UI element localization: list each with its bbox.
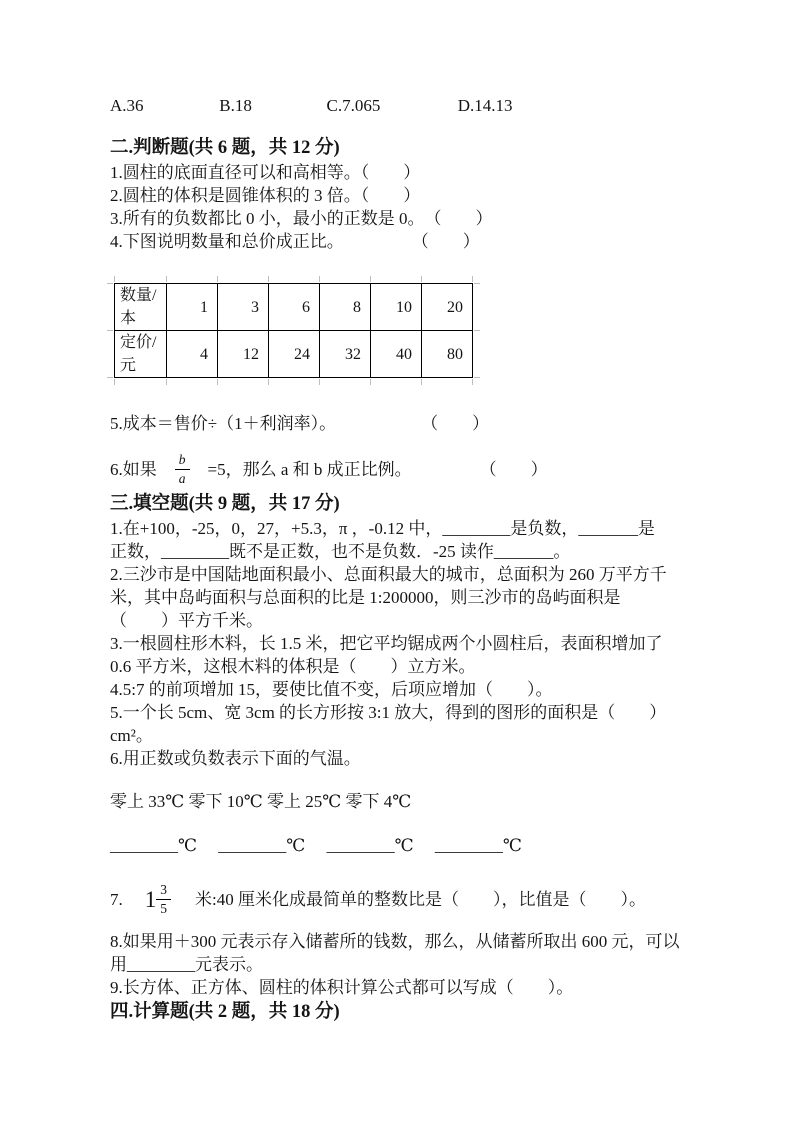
fraction-numerator: 3: [156, 883, 171, 900]
gridline-stub: [107, 377, 113, 378]
table-row-quantity: [115, 284, 473, 331]
gridline-stub: [114, 276, 115, 282]
fill-q8: [110, 930, 704, 976]
gridline-stub: [217, 379, 218, 385]
gridline-stub: [421, 379, 422, 385]
gridline-stub: [319, 276, 320, 282]
mc-options-row: [110, 94, 704, 117]
table-cell: 8: [320, 284, 371, 331]
judge-q6-pre: 6.如果: [110, 459, 157, 479]
table-row-price: [115, 331, 473, 378]
gridline-stub: [217, 276, 218, 282]
fill-line: 3.一根圆柱形木料，长 1.5 米，把它平均锯成两个小圆柱后，表面积增加了: [110, 634, 663, 653]
gridline-stub: [268, 379, 269, 385]
table-cell: 24: [269, 331, 320, 378]
judge-q5: 5.成本＝售价÷（1＋利润率）。 （ ）: [110, 414, 490, 433]
temp-blank-2: ________℃: [218, 836, 306, 855]
gridline-stub: [268, 276, 269, 282]
mc-option-b: B.18: [219, 96, 252, 115]
fraction-3-over-5: [156, 883, 171, 915]
table-cell: 20: [422, 284, 473, 331]
gridline-stub: [472, 276, 473, 282]
fill-q7-text: 米:40 厘米化成最简单的整数比是（ ），比值是（ ）。: [195, 889, 646, 909]
judge-q6: [110, 447, 704, 491]
mc-option-d: D.14.13: [457, 96, 513, 115]
fill-line: 6.用正数或负数表示下面的气温。: [110, 749, 361, 768]
table-cell: 10: [371, 284, 422, 331]
temp-blank-4: ________℃: [434, 836, 522, 855]
fill-q7: [110, 877, 704, 921]
judge-q1: 1.圆柱的底面直径可以和高相等。（ ）: [110, 163, 421, 182]
gridline-stub: [166, 379, 167, 385]
gridline-stub: [114, 379, 115, 385]
gridline-stub: [370, 379, 371, 385]
judge-q2: 2.圆柱的体积是圆锥体积的 3 倍。（ ）: [110, 186, 421, 205]
mixed-number-whole: 1: [144, 886, 157, 912]
gridline-stub: [474, 330, 480, 331]
row-label-price: 定价/元: [115, 331, 167, 378]
fill-line: 2.三沙市是中国陆地面积最小、总面积最大的城市，总面积为 260 万平方千: [110, 565, 667, 584]
gridline-stub: [370, 276, 371, 282]
table-cell: 1: [167, 284, 218, 331]
table-cell: 40: [371, 331, 422, 378]
gridline-stub: [421, 276, 422, 282]
gridline-stub: [107, 283, 113, 284]
fill-line: 5.一个长 5cm、宽 3cm 的长方形按 3:1 放大，得到的图形的面积是（ ）: [110, 703, 667, 722]
judge-q6-post: =5，那么 a 和 b 成正比例。 （ ）: [207, 459, 548, 479]
fill-line: （ ）平方千米。: [110, 611, 263, 630]
fill-q7-number: 7.: [110, 889, 123, 909]
gridline-stub: [474, 377, 480, 378]
fill-line: 4.5:7 的前项增加 15，要使比值不变，后项应增加（ ）。: [110, 680, 553, 699]
fill-q8-line2: 用________元表示。: [110, 955, 263, 974]
gridline-stub: [472, 379, 473, 385]
row-label-quantity: 数量/本: [115, 284, 167, 331]
section-judge-heading: 二.判断题(共 6 题，共 12 分): [110, 138, 340, 158]
gridline-stub: [166, 276, 167, 282]
fraction-b-over-a: [175, 453, 190, 485]
table-cell: 80: [422, 331, 473, 378]
temperature-list: 零上 33℃ 零下 10℃ 零上 25℃ 零下 4℃: [110, 792, 412, 811]
section-fill-heading: 三.填空题(共 9 题，共 17 分): [110, 494, 340, 514]
quantity-price-table: [114, 283, 473, 378]
table-cell: 6: [269, 284, 320, 331]
temperature-answer-blanks: [110, 834, 704, 857]
temp-blank-3: ________℃: [326, 836, 414, 855]
fill-q9: 9.长方体、正方体、圆柱的体积计算公式都可以写成（ ）。: [110, 978, 574, 997]
mixed-number-1-3-5: [145, 883, 171, 915]
temp-blank-1: ________℃: [110, 836, 198, 855]
fill-line: cm²。: [110, 726, 153, 745]
judge-q3: 3.所有的负数都比 0 小，最小的正数是 0。 （ ）: [110, 209, 493, 228]
table-cell: 4: [167, 331, 218, 378]
mc-option-c: C.7.065: [326, 96, 381, 115]
judge-q4: 4.下图说明数量和总价成正比。 （ ）: [110, 232, 480, 251]
fraction-denominator: 5: [160, 900, 167, 916]
fill-line: 0.6 平方米，这根木料的体积是（ ）立方米。: [110, 657, 476, 676]
gridline-stub: [319, 379, 320, 385]
fraction-numerator: b: [175, 453, 190, 470]
judge-table-wrap: [114, 283, 470, 378]
mc-option-a: A.36: [110, 96, 144, 115]
fraction-denominator: a: [178, 470, 186, 486]
section-calc-heading: 四.计算题(共 2 题，共 18 分): [110, 1002, 340, 1022]
fill-q8-line1: 8.如果用＋300 元表示存入储蓄所的钱数，那么，从储蓄所取出 600 元，可以: [110, 932, 680, 951]
fill-line: 米，其中岛屿面积与总面积的比是 1:200000，则三沙市的岛屿面积是: [110, 588, 621, 607]
gridline-stub: [107, 330, 113, 331]
fill-line: 正数，________既不是正数，也不是负数．-25 读作_______。: [110, 542, 571, 561]
table-cell: 12: [218, 331, 269, 378]
gridline-stub: [474, 283, 480, 284]
table-cell: 32: [320, 331, 371, 378]
table-cell: 3: [218, 284, 269, 331]
fill-line: 1.在+100，-25，0，27，+5.3，π ，-0.12 中，________是负数，_______是: [110, 519, 655, 538]
